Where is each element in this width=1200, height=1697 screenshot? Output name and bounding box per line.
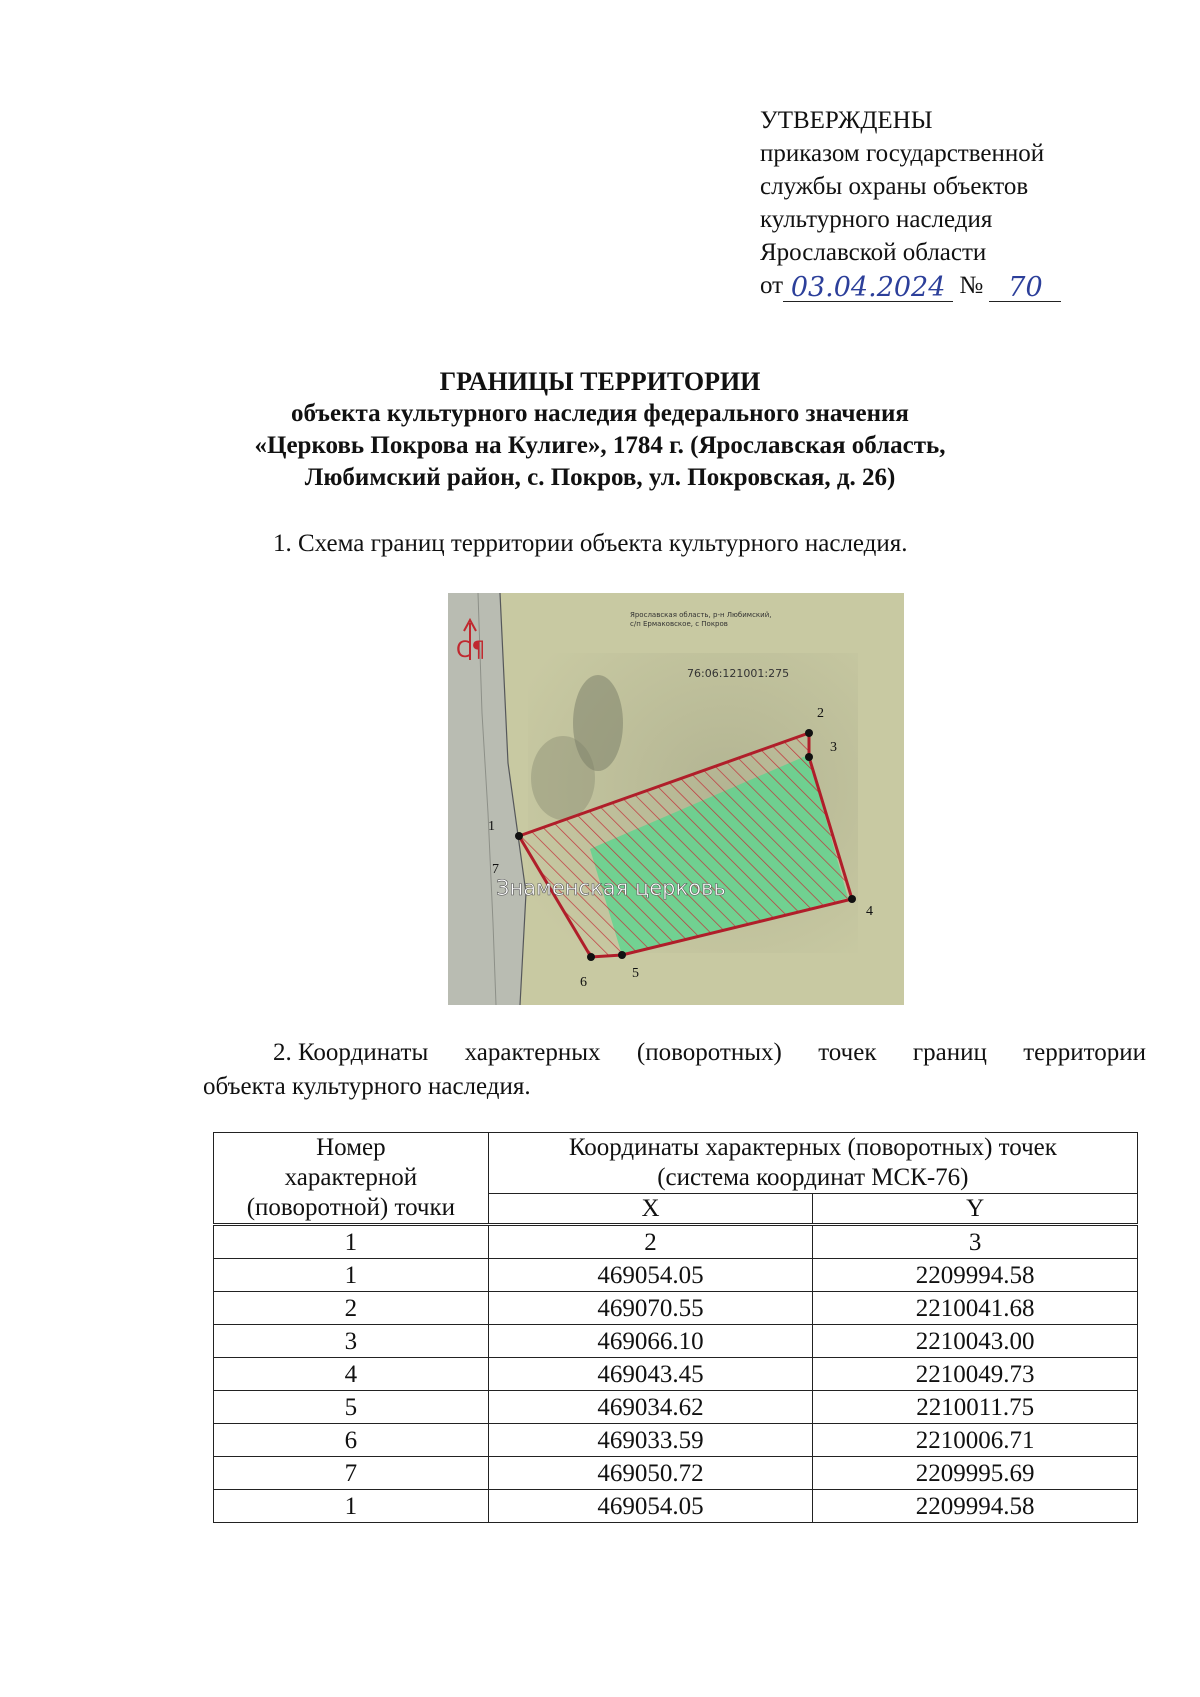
cell-y: 2210011.75: [813, 1391, 1138, 1424]
point-label: 4: [866, 904, 873, 919]
cell-n: 4: [214, 1358, 489, 1391]
point-label: 6: [580, 975, 587, 990]
cadastral-number: 76:06:121001:275: [687, 667, 790, 680]
document-title: [0, 366, 1200, 494]
x-header: X: [488, 1194, 813, 1225]
table-row: [214, 1424, 1138, 1457]
map-address: с/п Ермаковское, с Покров: [630, 620, 728, 628]
y-header: Y: [813, 1194, 1138, 1225]
cell-x: 469054.05: [488, 1259, 813, 1292]
table-row: [214, 1391, 1138, 1424]
coordinates-header: Координаты характерных (поворотных) точек (система координат МСК-76): [488, 1133, 1137, 1194]
handwritten-date: 03.04.2024: [790, 272, 946, 303]
approval-line: Ярославской области: [760, 239, 987, 266]
tree-shadow: [531, 736, 595, 820]
cell-y: 2209994.58: [813, 1259, 1138, 1292]
cell-y: 2210041.68: [813, 1292, 1138, 1325]
approval-block: [760, 104, 1061, 302]
approval-heading: УТВЕРЖДЕНЫ: [760, 107, 933, 134]
point-label: 7: [492, 862, 499, 877]
section1-heading: 1. Схема границ территории объекта культурного наследия.: [273, 530, 908, 557]
section2-line: объекта культурного наследия.: [203, 1073, 531, 1100]
approval-date-line: [760, 269, 1061, 302]
boundary-point: [515, 832, 523, 840]
cell-y: 2210043.00: [813, 1325, 1138, 1358]
boundary-scheme-map: [448, 593, 904, 1005]
table-row: [214, 1325, 1138, 1358]
table-row: [214, 1457, 1138, 1490]
table-row: [214, 1490, 1138, 1523]
number-prefix: №: [959, 272, 984, 299]
title-line: «Церковь Покрова на Кулиге», 1784 г. (Ярославская область,: [254, 432, 946, 459]
title-line: ГРАНИЦЫ ТЕРРИТОРИИ: [439, 367, 761, 396]
table-row: [214, 1259, 1138, 1292]
boundary-point: [587, 953, 595, 961]
section2-paragraph: [203, 1036, 1146, 1104]
approval-line: службы охраны объектов: [760, 173, 1029, 200]
title-line: Любимский район, с. Покров, ул. Покровская, д. 26): [304, 464, 896, 491]
cell-n: 2: [214, 1292, 489, 1325]
cell-n: 3: [214, 1325, 489, 1358]
place-label: Знаменская церковь: [496, 876, 726, 900]
cell-n: 1: [214, 1490, 489, 1523]
cell-x: 469054.05: [488, 1490, 813, 1523]
boundary-point: [848, 895, 856, 903]
cell-x: 469070.55: [488, 1292, 813, 1325]
cell-n: 5: [214, 1391, 489, 1424]
cell-y: 2209995.69: [813, 1457, 1138, 1490]
north-symbol: С¶: [456, 638, 486, 663]
cell-y: 2210006.71: [813, 1424, 1138, 1457]
boundary-point: [805, 753, 813, 761]
handwritten-number: 70: [1008, 272, 1043, 303]
coordinates-rows: [214, 1259, 1138, 1523]
cell-x: 469034.62: [488, 1391, 813, 1424]
cell-x: 469033.59: [488, 1424, 813, 1457]
cell-y: 2209994.58: [813, 1490, 1138, 1523]
date-prefix: от: [760, 272, 784, 299]
cell-n: 7: [214, 1457, 489, 1490]
cell-x: 469050.72: [488, 1457, 813, 1490]
cell-x: 469043.45: [488, 1358, 813, 1391]
coordinates-table: [213, 1132, 1138, 1523]
point-number-header: Номер характерной (поворотной) точки: [214, 1133, 489, 1225]
point-label: 1: [488, 819, 495, 834]
cell-n: 1: [214, 1259, 489, 1292]
table-row: [214, 1358, 1138, 1391]
column-numbers-row: 1 2 3: [214, 1225, 1138, 1259]
point-label: 3: [830, 740, 837, 755]
cell-x: 469066.10: [488, 1325, 813, 1358]
boundary-point: [618, 951, 626, 959]
approval-line: культурного наследия: [760, 206, 993, 233]
table-row: [214, 1292, 1138, 1325]
boundary-point: [805, 729, 813, 737]
map-address: Ярославская область, р-н Любимский,: [630, 611, 772, 619]
point-label: 5: [632, 966, 639, 981]
cell-n: 6: [214, 1424, 489, 1457]
section2-line: 2. Координаты характерных (поворотных) точек границ территории: [273, 1039, 1146, 1066]
title-line: объекта культурного наследия федерального значения: [291, 400, 909, 427]
cell-y: 2210049.73: [813, 1358, 1138, 1391]
point-label: 2: [817, 706, 824, 721]
approval-line: приказом государственной: [760, 140, 1045, 167]
